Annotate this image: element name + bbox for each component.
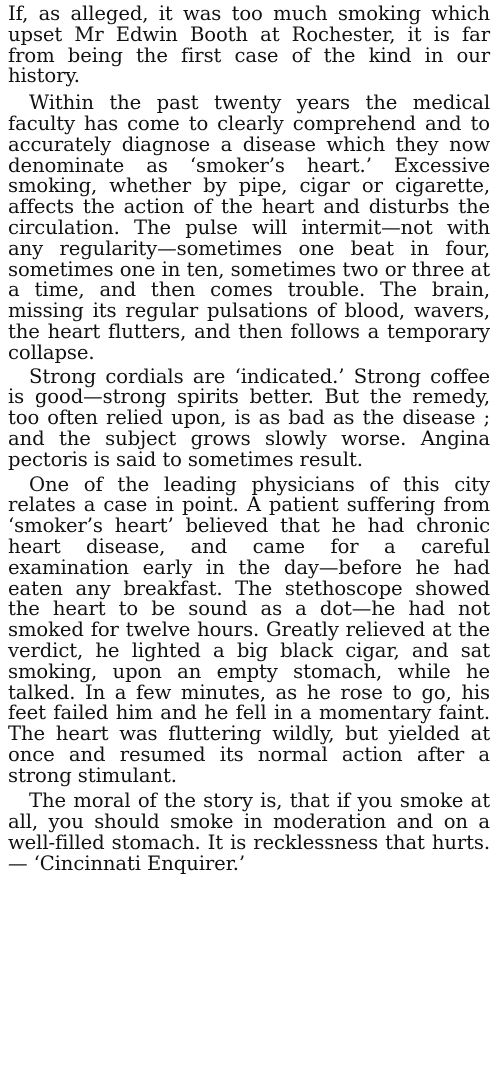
article-paragraph-5: The moral of the story is, that if you smoke at all, you should smoke in moderation and on a well-filled stomach. It is recklessness that hurts. — ‘Cincinnati Enquirer.’ xyxy=(8,789,490,875)
article-paragraph-1: If, as alleged, it was too much smoking which upset Mr Edwin Booth at Rochester, it is far from being the first case of the kind in our history. xyxy=(8,2,490,88)
article-column xyxy=(8,4,490,875)
article-paragraph-4: One of the leading physicians of this city relates a case in point. A patient suffering from ‘smoker’s heart’ believed that he had chronic heart disease, and came for a careful examination early in the day—before he had eaten any breakfast. The stethoscope showed the heart to be sound as a dot—he had not smoked for twelve hours. Greatly relieved at the verdict, he lighted a big black cigar, and sat smoking, upon an empty stomach, while he talked. In a few minutes, as he rose to go, his feet failed him and he fell in a momentary faint. The heart was fluttering wildly, but yielded at once and resumed its normal action after a strong stimulant. xyxy=(8,472,490,787)
article-paragraph-2: Within the past twenty years the medical faculty has come to clearly comprehend and to accurately diagnose a disease which they now denominate as ‘smoker’s heart.’ Excessive smoking, whether by pipe, cigar or cigarette, affects the action of the heart and disturbs the circulation. The pulse will intermit—not with any regularity—sometimes one beat in four, sometimes one in ten, sometimes two or three at a time, and then comes trouble. The brain, missing its regular pulsations of blood, wavers, the heart flutters, and then follows a temporary collapse. xyxy=(8,91,490,364)
article-paragraph-3: Strong cordials are ‘indicated.’ Strong coffee is good—strong spirits better. But the remedy, too often relied upon, is as bad as the disease ; and the subject grows slowly worse. Angina pectoris is said to sometimes result. xyxy=(8,364,490,471)
